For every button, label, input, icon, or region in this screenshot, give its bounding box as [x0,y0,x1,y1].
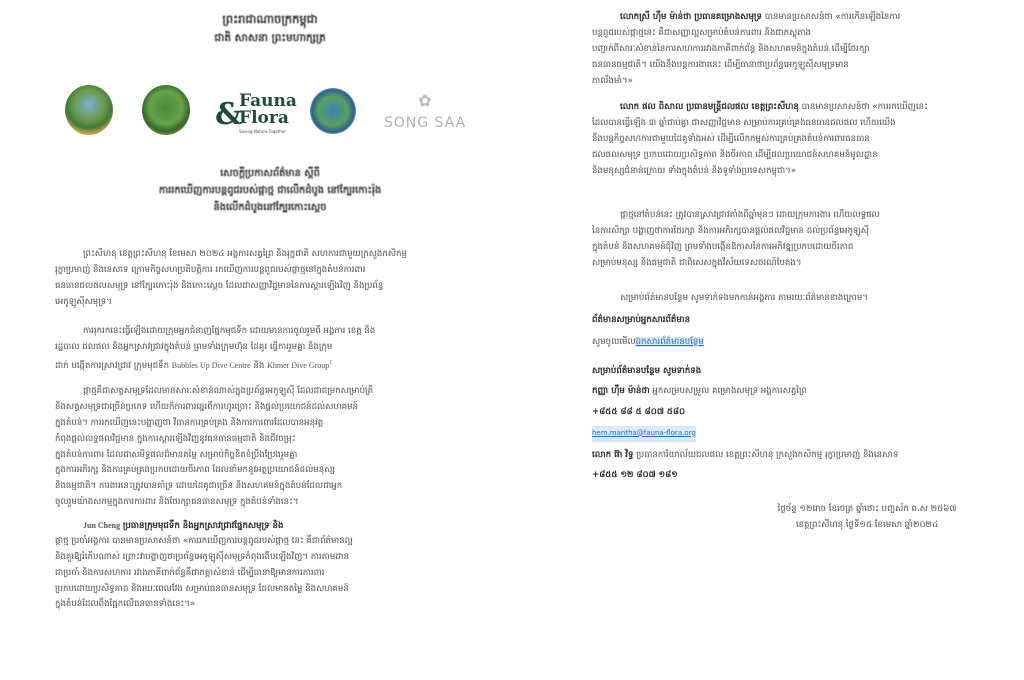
right-paragraph-3 [592,208,992,272]
paragraph-text: ដាក់ បង្កើតការស្រាវជ្រាវ ក្រុមមុជទឹក [55,360,170,371]
paragraph-line: និងធម្មជាតិ។ ការងារនេះត្រូវបានគាំទ្រ ដោយដៃគូជាច្រើន និងសហគមន៍ក្នុងតំបន់ដែលជាអ្នក [55,481,343,492]
song-saa-flower-icon: ✿ [418,91,432,110]
media-prefix: សូមចូលមើល [592,336,636,347]
paragraph-line: នៃការសិក្សា បង្ហាញថាការថែរក្សា និងការអភិរក្សបានផ្ដល់ផលវិជ្ជមាន ដល់ប្រព័ន្ធអេកូឡូស៊ី [592,225,869,236]
title-line: សេចក្ដីប្រកាសព័ត៌មាន ស្ដីពី [220,168,320,179]
paragraph-lead-line [592,10,992,26]
paragraph-line: ព្រះសីហនុ ខេត្តព្រះសីហនុ ខែមេសា ២០២៤ អង្គការសត្វព្រៃ និងរុក្ខជាតិ សហការជាមួយក្រសួងកសិកម្ម [83,249,407,259]
contact-1-phone: +៨៥៥ ៨៨ ៥ ៨០៧ ៥៨០ [592,406,686,417]
paragraph-line: ផ្កាថ្មនៅតំបន់នេះ ត្រូវបានស្រាវជ្រាវតាំងពីឆ្នាំមុនៗ ដោយក្រុមការងារ ហើយលទ្ធផល [620,210,880,220]
media-line [592,335,992,351]
paragraph-line: ក្នុងតំបន់ និងសហគមន៍ជុំវិញ ព្រមទាំងបង្កើនឱកាសនៃការអភិវឌ្ឍប្រកបដោយចីរភាព [592,241,854,252]
fauna-flora-logo [215,91,295,137]
media-heading: ព័ត៌មានសម្រាប់អ្នកសារព័ត៌មាន [592,315,691,325]
fauna-flora-line1: Fauna [239,91,297,111]
paragraph-line: អេកូឡូស៊ីសមុទ្រ។ [55,296,112,307]
paragraph-line: រុក្ខាប្រមាញ់ និងនេសាទ ក្រោមកិច្ចសហប្រតិបត្តិការ រកឃើញការបន្តពូជរបស់ផ្កាថ្មនៅក្នុងតំបន់ការពារ [55,264,366,275]
contact-2-role: ប្រធានការិយាល័យជលផល ខេត្តព្រះសីហនុ ក្រសួងកសិកម្ម រុក្ខាប្រមាញ់ និងនេសាទ [636,449,899,460]
motto-header: ជាតិ សាសនា ព្រះមហាក្សត្រ [214,32,326,44]
paragraph-line: ជាប្រចាំ និងការសហការ រវាងភាគីពាក់ព័ន្ធគឺជាកត្តាសំខាន់ ដើម្បីធានាឱ្យមានការការពារ [55,567,325,578]
contact-1-name: កញ្ញា ហ៊ឹម ម៉ាន់ថា [592,385,650,396]
paragraph-line: និងមនុស្សជំនាន់ក្រោយ ទាំងក្នុងតំបន់ និងទូទាំងប្រទេសកម្ពុជា។» [592,165,797,176]
contact-section [592,364,992,484]
paragraph-line: និងគួរឱ្យរំភើបណាស់ ព្រោះវាបង្ហាញថាប្រព័ន្ធអេកូឡូស៊ីសមុទ្រកំពុងងើបឡើងវិញ។ ការតាមដាន [55,551,349,562]
paragraph-text: បានមានប្រសាសន៍ថា «ការកើនឡើងនៃការ [764,12,901,22]
marine-seal-logo [310,88,356,134]
contact-2-line [592,448,992,464]
right-paragraph-2 [592,100,992,179]
dive-group-name: Khmer Dive Group [267,360,330,370]
ministry-seal-logo [65,85,113,135]
paragraph-line: ផ្កាថ្មគឺជាសត្វសមុទ្រដែលមានសារៈសំខាន់ណាស់ក្នុងប្រព័ន្ធអេកូឡូស៊ី ដែលជាជម្រកសម្រាប់ត្រី [83,386,374,396]
right-paragraph-1 [592,10,992,89]
signature-block [742,502,992,534]
contact-heading: សម្រាប់ព័ត៌មានបន្ថែម សូមទាក់ទង [592,366,702,376]
paragraph-line: រដ្ឋបាល ជលផល និងអ្នកស្រាវជ្រាវក្នុងតំបន់ ព្រមទាំងក្រុមហ៊ុន ដៃគូរ ធ្វើការរួមគ្នា និងក្រុម [55,341,333,352]
song-saa-name: SONG SAA [383,115,467,131]
media-section [592,313,992,351]
footnote-marker: 1 [329,359,333,366]
paragraph-1 [55,247,485,311]
paragraph-line: បញ្ជាក់ពីសារៈសំខាន់នៃការសហការរវាងភាគីពាក់ព័ន្ធ និងសហគមន៍ក្នុងតំបន់ ដើម្បីថែរក្សា [592,43,870,54]
kingdom-header: ព្រះរាជាណាចក្រកម្ពុជា [222,12,318,26]
paragraph-lead-line [592,100,992,116]
speaker-name: លោកស្រី ហ៊ឹម ម៉ាន់ថា ប្រធានគម្រោងសមុទ្រ [620,12,762,22]
signature-line: ខេត្តព្រះសីហនុ ថ្ងៃទី១៥ ខែមេសា ឆ្នាំ២០២៤ [795,519,939,530]
paragraph-line: ធនធានជលផលសមុទ្រ នៅក្បែរកោះរ៉ុង និងកោះស្ដេច ដែលជាសញ្ញាវិជ្ជមាននៃការស្ដារឡើងវិញ និងប្រព័ន្ធ [55,280,384,291]
provincial-seal-logo [142,85,190,135]
paragraph-line: ក្នុងតំបន់។ ការរកឃើញនេះបង្ហាញថា វិធានការគ្រប់គ្រង និងការការពារដែលបានអនុវត្ត [55,417,324,428]
paragraph-text: បានមានប្រសាសន៍ថា «ការរកឃើញនេះ [801,102,928,112]
paragraph-2 [55,324,485,372]
title-line: ការរកឃើញការបន្តពូជរបស់ផ្កាថ្ម ជាលើកដំបូង នៅក្បែរកោះរ៉ុង [158,185,382,196]
paragraph-line: កំពុងផ្ដល់លទ្ធផលវិជ្ជមាន ក្នុងការស្ដារឡើងវិញនូវធនធានធម្មជាតិ និងជីវចម្រុះ [55,433,296,444]
paragraph-line: សម្រាប់មនុស្ស និងធម្មជាតិ ជាពិសេសក្នុងវិស័យទេសចរណ៍បៃតង។ [592,257,802,268]
paragraph-line: ប្រកបដោយប្រសិទ្ធភាព និងរយៈពេលវែង សម្រាប់ធនធានសមុទ្រ ដែលមានតម្លៃ និងសហគមន៍ [55,583,349,594]
contact-2-phone: +៨៥៥ ១២ ៨០៧ ១៨១ [592,470,678,481]
media-kit-link[interactable]: ឯកសារព័ត៌មានបន្ថែម [635,336,704,347]
contact-1-email-link[interactable]: hem.mantha@fauna-flora.org [592,426,696,442]
signature-line: ថ្ងៃច័ន្ទ ១២រោច ខែចេត្រ ឆ្នាំថោះ បញ្ចស័ក ព.ស ២៥៦៧ [777,504,957,514]
joiner-text: និង [253,360,265,371]
right-paragraph-4 [592,291,992,307]
paragraph-line: ក្នុងការអភិរក្ស និងការគ្រប់គ្រងប្រកបដោយចីរភាព ដែលនាំមកនូវអត្ថប្រយោជន៍ដល់មនុស្ស [55,465,335,476]
paragraph-line: ភាពរឹងមាំ។» [592,75,633,86]
paragraph-line: ក្នុងតំបន់ដែលពឹងផ្អែកលើធនធានទាំងនេះ។» [55,599,196,610]
dive-centre-name: Bubbles Up Dive Centre [171,360,251,370]
speaker-title: ប្រធានក្រុមមុជទឹក និងអ្នកស្រាវជ្រាវផ្នែកសមុទ្រ និង [122,521,284,531]
contact-1-line [592,384,992,400]
contact-1-role: អ្នកសម្របសម្រួល គម្រោងសមុទ្រ អង្គការសត្វព្រៃ [652,385,808,396]
paragraph-4 [55,518,485,613]
paragraph-line: ធនធានធម្មជាតិ។ យើងនឹងបន្តការងារនេះ ដើម្បីធានាថាប្រព័ន្ធអេកូឡូស៊ីសមុទ្រមាន [592,59,849,70]
fauna-flora-amp: & [215,97,243,132]
fauna-flora-line2: Flora [239,108,289,128]
paragraph-line: ក្នុងតំបន់ការពារ ដែលជាសមិទ្ធផលដ៏មានតម្លៃ សម្រាប់កិច្ចខិតខំប្រឹងប្រែងរួមគ្នា [55,449,298,460]
fauna-flora-tagline: Saving Nature Together [239,129,287,134]
paragraph-lead-line [55,518,485,534]
paragraph-line: សម្រាប់ព័ត៌មានបន្ថែម សូមទាក់ទងមកកាន់អង្គការ តាមរយៈព័ត៌មានខាងក្រោម។ [620,293,868,303]
song-saa-logo [380,93,470,131]
paragraph-line: ការរុករកនេះធ្វើឡើងដោយក្រុមអ្នកជំនាញផ្នែកមុជទឹក ដោយមានការចូលរួមពី អង្គការ ខេត្ត និង [83,326,376,336]
paragraph-line: ចូលរួមយ៉ាងសកម្មក្នុងការការពារ និងថែរក្សាធនធានសមុទ្រ ក្នុងតំបន់ទាំងនេះ។ [55,497,299,508]
paragraph-line: និងសត្វសមុទ្រជាច្រើនប្រភេទ ហើយក៏ការពារឆ្នេរពីការហូរច្រោះ និងផ្ដល់ប្រយោជន៍ដល់សហគមន៍ [55,401,358,412]
paragraph-line-with-latin [55,356,485,372]
title-line: និងលើកដំបូងនៅក្បែរកោះស្ដេច [213,202,327,213]
logo-row [55,85,485,145]
contact-2-name: លោក ផ៊ា វិទ្ធ [592,449,634,460]
paragraph-line: ជលផលសមុទ្រ ប្រកបដោយប្រសិទ្ធភាព និងចីរភាព ដើម្បីផលប្រយោជន៍សហគមន៍មូលដ្ឋាន [592,149,878,160]
speaker-name: Jun Cheng [83,521,121,530]
speaker-name: លោក ផល ពិសាល ប្រធានមន្ត្រីជលផល ខេត្តព្រះសីហនុ [620,102,799,112]
paragraph-line: បន្តពូជរបស់ផ្កាថ្មនេះ គឺជាសញ្ញាល្អសម្រាប់តំបន់ការពារ និងជាភស្តុតាង [592,27,811,38]
paragraph-line: ផ្កាថ្ម ប្រចាំអង្គការ បានមានប្រសាសន៍ថា «ការរកឃើញការបន្តពូជរបស់ផ្កាថ្ម នេះ គឺជាព័ត៌មានល្អ [55,535,353,546]
paragraph-3 [55,384,485,511]
paragraph-line: នឹងបន្តកិច្ចសហការជាមួយដៃគូទាំងអស់ ដើម្បីលើកកម្ពស់ការគ្រប់គ្រងតំបន់ការពារធនធាន [592,133,870,144]
paragraph-line: ដែលបានធ្វើឡើង ៣ ឆ្នាំជាប់គ្នា ជាសញ្ញាវិជ្ជមាន សម្រាប់ការគ្រប់គ្រងធនធានជលផល ហើយយើង [592,117,896,128]
